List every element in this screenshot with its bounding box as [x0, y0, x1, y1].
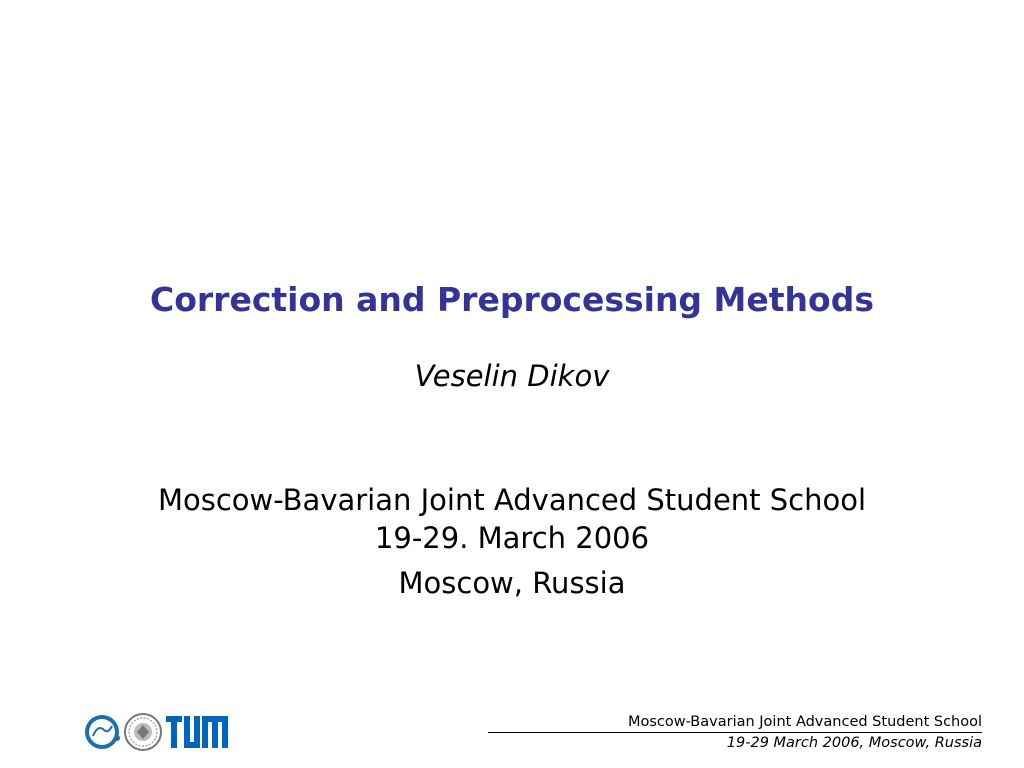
author-name: Veselin Dikov — [414, 359, 610, 393]
school-block — [0, 481, 1024, 557]
footer-date-location: 19-29 March 2006, Moscow, Russia — [726, 735, 982, 751]
footer — [482, 712, 982, 753]
location: Moscow, Russia — [398, 566, 626, 600]
university-seal-icon — [125, 714, 161, 750]
school-dates: 19-29. March 2006 — [374, 521, 650, 555]
msu-logo-icon — [85, 715, 120, 749]
school-name: Moscow-Bavarian Joint Advanced Student School — [157, 483, 867, 517]
logo-strip — [84, 712, 230, 752]
tum-logo-icon — [166, 716, 228, 748]
slide-title: Correction and Preprocessing Methods — [150, 280, 874, 319]
footer-school-name: Moscow-Bavarian Joint Advanced Student School — [488, 712, 982, 733]
